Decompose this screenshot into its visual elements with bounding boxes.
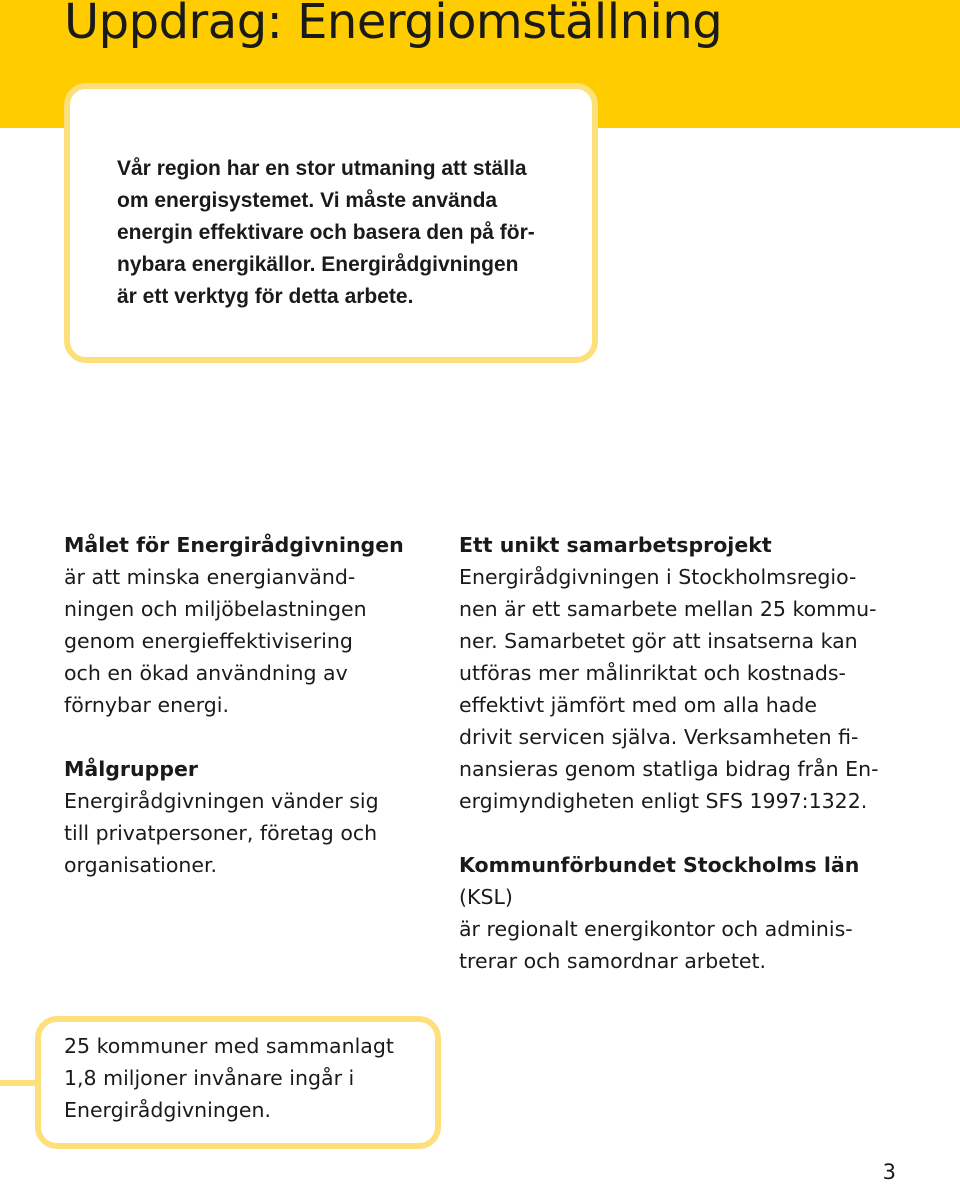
ksl-abbr: (KSL)	[459, 885, 513, 909]
project-line: utföras mer målinriktat och kostnads-	[459, 661, 846, 685]
fact-box-text	[64, 1030, 434, 1126]
fact-line: 1,8 miljoner invånare ingår i	[64, 1066, 355, 1090]
project-line: ergimyndigheten enligt SFS 1997:1322.	[459, 789, 868, 813]
fact-line: Energirådgivningen.	[64, 1098, 271, 1122]
intro-line: Vår region har en stor utmaning att ställa	[117, 157, 527, 180]
target-groups-line: till privatpersoner, företag och	[64, 821, 378, 845]
project-heading: Ett unikt samarbetsprojekt	[459, 533, 772, 557]
goal-heading: Målet för Energirådgivningen	[64, 533, 404, 557]
ksl-name: Kommunförbundet Stockholms län	[459, 853, 860, 877]
target-groups-heading: Målgrupper	[64, 757, 199, 781]
intro-text	[117, 153, 587, 313]
ksl-line: är regionalt energikontor och adminis-	[459, 917, 853, 941]
goal-section	[64, 529, 434, 721]
project-line: effektivt jämfört med om alla hade	[459, 693, 817, 717]
project-line: nansieras genom statliga bidrag från En-	[459, 757, 879, 781]
goal-line: genom energieffektivisering	[64, 629, 353, 653]
target-groups-line: organisationer.	[64, 853, 218, 877]
intro-line: är ett verktyg för detta arbete.	[117, 285, 414, 308]
goal-line: ningen och miljöbelastningen	[64, 597, 367, 621]
goal-line: är att minska energianvänd-	[64, 565, 356, 589]
goal-line: och en ökad användning av	[64, 661, 348, 685]
project-line: nen är ett samarbete mellan 25 kommu-	[459, 597, 877, 621]
fact-box-connector	[0, 1080, 38, 1086]
intro-line: om energisystemet. Vi måste använda	[117, 189, 498, 212]
project-line: ner. Samarbetet gör att insatserna kan	[459, 629, 858, 653]
left-column	[64, 529, 434, 881]
intro-line: energin effektivare och basera den på för-	[117, 221, 535, 244]
target-groups-line: Energirådgivningen vänder sig	[64, 789, 379, 813]
page-number: 3	[882, 1160, 896, 1184]
goal-line: förnybar energi.	[64, 693, 229, 717]
ksl-line: trerar och samordnar arbetet.	[459, 949, 767, 973]
right-column	[459, 529, 909, 977]
project-line: drivit servicen själva. Verksamheten fi-	[459, 725, 859, 749]
target-groups-section	[64, 753, 434, 881]
page-title: Uppdrag: Energiomställning	[64, 0, 723, 50]
project-section	[459, 529, 909, 817]
project-line: Energirådgivningen i Stockholmsregio-	[459, 565, 857, 589]
intro-line: nybara energikällor. Energirådgivningen	[117, 253, 519, 276]
ksl-section	[459, 849, 909, 977]
fact-line: 25 kommuner med sammanlagt	[64, 1034, 394, 1058]
